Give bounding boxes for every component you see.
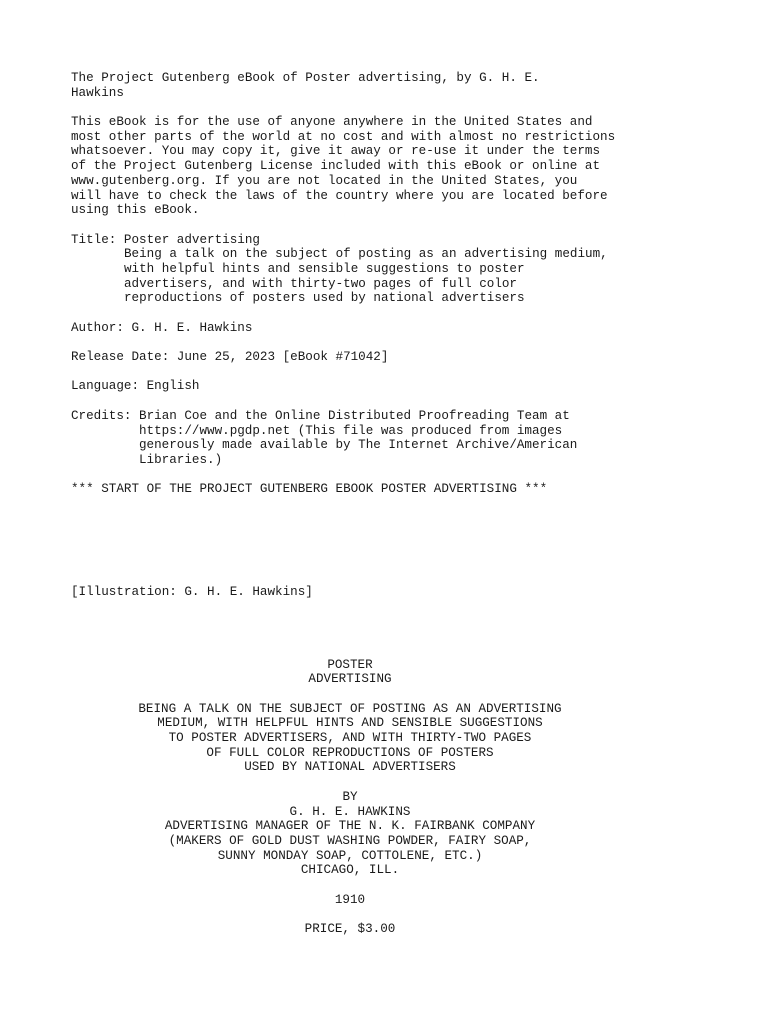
book-subtitle-line: MEDIUM, WITH HELPFUL HINTS AND SENSIBLE SUGGESTIONS	[157, 716, 543, 731]
byline-line: SUNNY MONDAY SOAP, COTTOLENE, ETC.)	[217, 848, 483, 863]
ebook-page	[71, 71, 711, 937]
credits-line: Libraries.)	[139, 452, 223, 467]
notice-line: will have to check the laws of the country where you are located before	[71, 188, 608, 203]
title-subtitle-line: with helpful hints and sensible suggestions to poster	[124, 261, 525, 276]
byline-line: (MAKERS OF GOLD DUST WASHING POWDER, FAIRY SOAP,	[168, 833, 532, 848]
notice-line: using this eBook.	[71, 203, 200, 218]
author-field: Author: G. H. E. Hawkins	[71, 320, 253, 335]
notice-line: most other parts of the world at no cost and with almost no restrictions	[71, 129, 616, 144]
book-subtitle-line: OF FULL COLOR REPRODUCTIONS OF POSTERS	[206, 745, 494, 760]
byline-line: ADVERTISING MANAGER OF THE N. K. FAIRBANK COMPANY	[164, 819, 536, 834]
illustration-caption: [Illustration: G. H. E. Hawkins]	[71, 584, 313, 599]
title-subtitle-line: Being a talk on the subject of posting as an advertising medium,	[124, 247, 608, 262]
book-title-line: ADVERTISING	[308, 672, 392, 687]
book-subtitle-line: USED BY NATIONAL ADVERTISERS	[244, 760, 456, 775]
book-subtitle-line: TO POSTER ADVERTISERS, AND WITH THIRTY-TWO PAGES	[168, 731, 532, 746]
notice-line: This eBook is for the use of anyone anywhere in the United States and	[71, 115, 593, 130]
notice-line: of the Project Gutenberg License included with this eBook or online at	[71, 159, 601, 174]
title-subtitle-line: reproductions of posters used by national advertisers	[124, 291, 525, 306]
book-title-line: POSTER	[327, 657, 373, 672]
title-subtitle-line: advertisers, and with thirty-two pages of full color	[124, 276, 517, 291]
notice-line: whatsoever. You may copy it, give it away or re-use it under the terms	[71, 144, 601, 159]
start-marker: *** START OF THE PROJECT GUTENBERG EBOOK POSTER ADVERTISING ***	[71, 482, 548, 497]
release-date-field: Release Date: June 25, 2023 [eBook #71042]	[71, 350, 389, 365]
book-subtitle-line: BEING A TALK ON THE SUBJECT OF POSTING AS AN ADVERTISING	[138, 701, 562, 716]
byline-line: G. H. E. HAWKINS	[289, 804, 411, 819]
byline-line: CHICAGO, ILL.	[300, 863, 400, 878]
price-line: PRICE, $3.00	[304, 922, 396, 936]
credits-field	[71, 409, 711, 468]
license-notice	[71, 115, 711, 218]
credits-line: Credits: Brian Coe and the Online Distributed Proofreading Team at	[71, 408, 570, 423]
credits-line: https://www.pgdp.net (This file was produced from images	[139, 423, 563, 438]
credits-line: generously made available by The Internet Archive/American	[139, 438, 578, 453]
language-field: Language: English	[71, 379, 200, 394]
title-label: Title: Poster advertising	[71, 232, 260, 247]
ebook-header	[71, 71, 711, 100]
publication-year: 1910	[334, 892, 366, 907]
header-line: The Project Gutenberg eBook of Poster advertising, by G. H. E.	[71, 71, 540, 85]
byline-line: BY	[342, 789, 358, 804]
header-line: Hawkins	[71, 85, 124, 100]
notice-line: www.gutenberg.org. If you are not located in the United States, you	[71, 173, 578, 188]
title-page	[71, 658, 711, 937]
title-field	[71, 233, 711, 306]
